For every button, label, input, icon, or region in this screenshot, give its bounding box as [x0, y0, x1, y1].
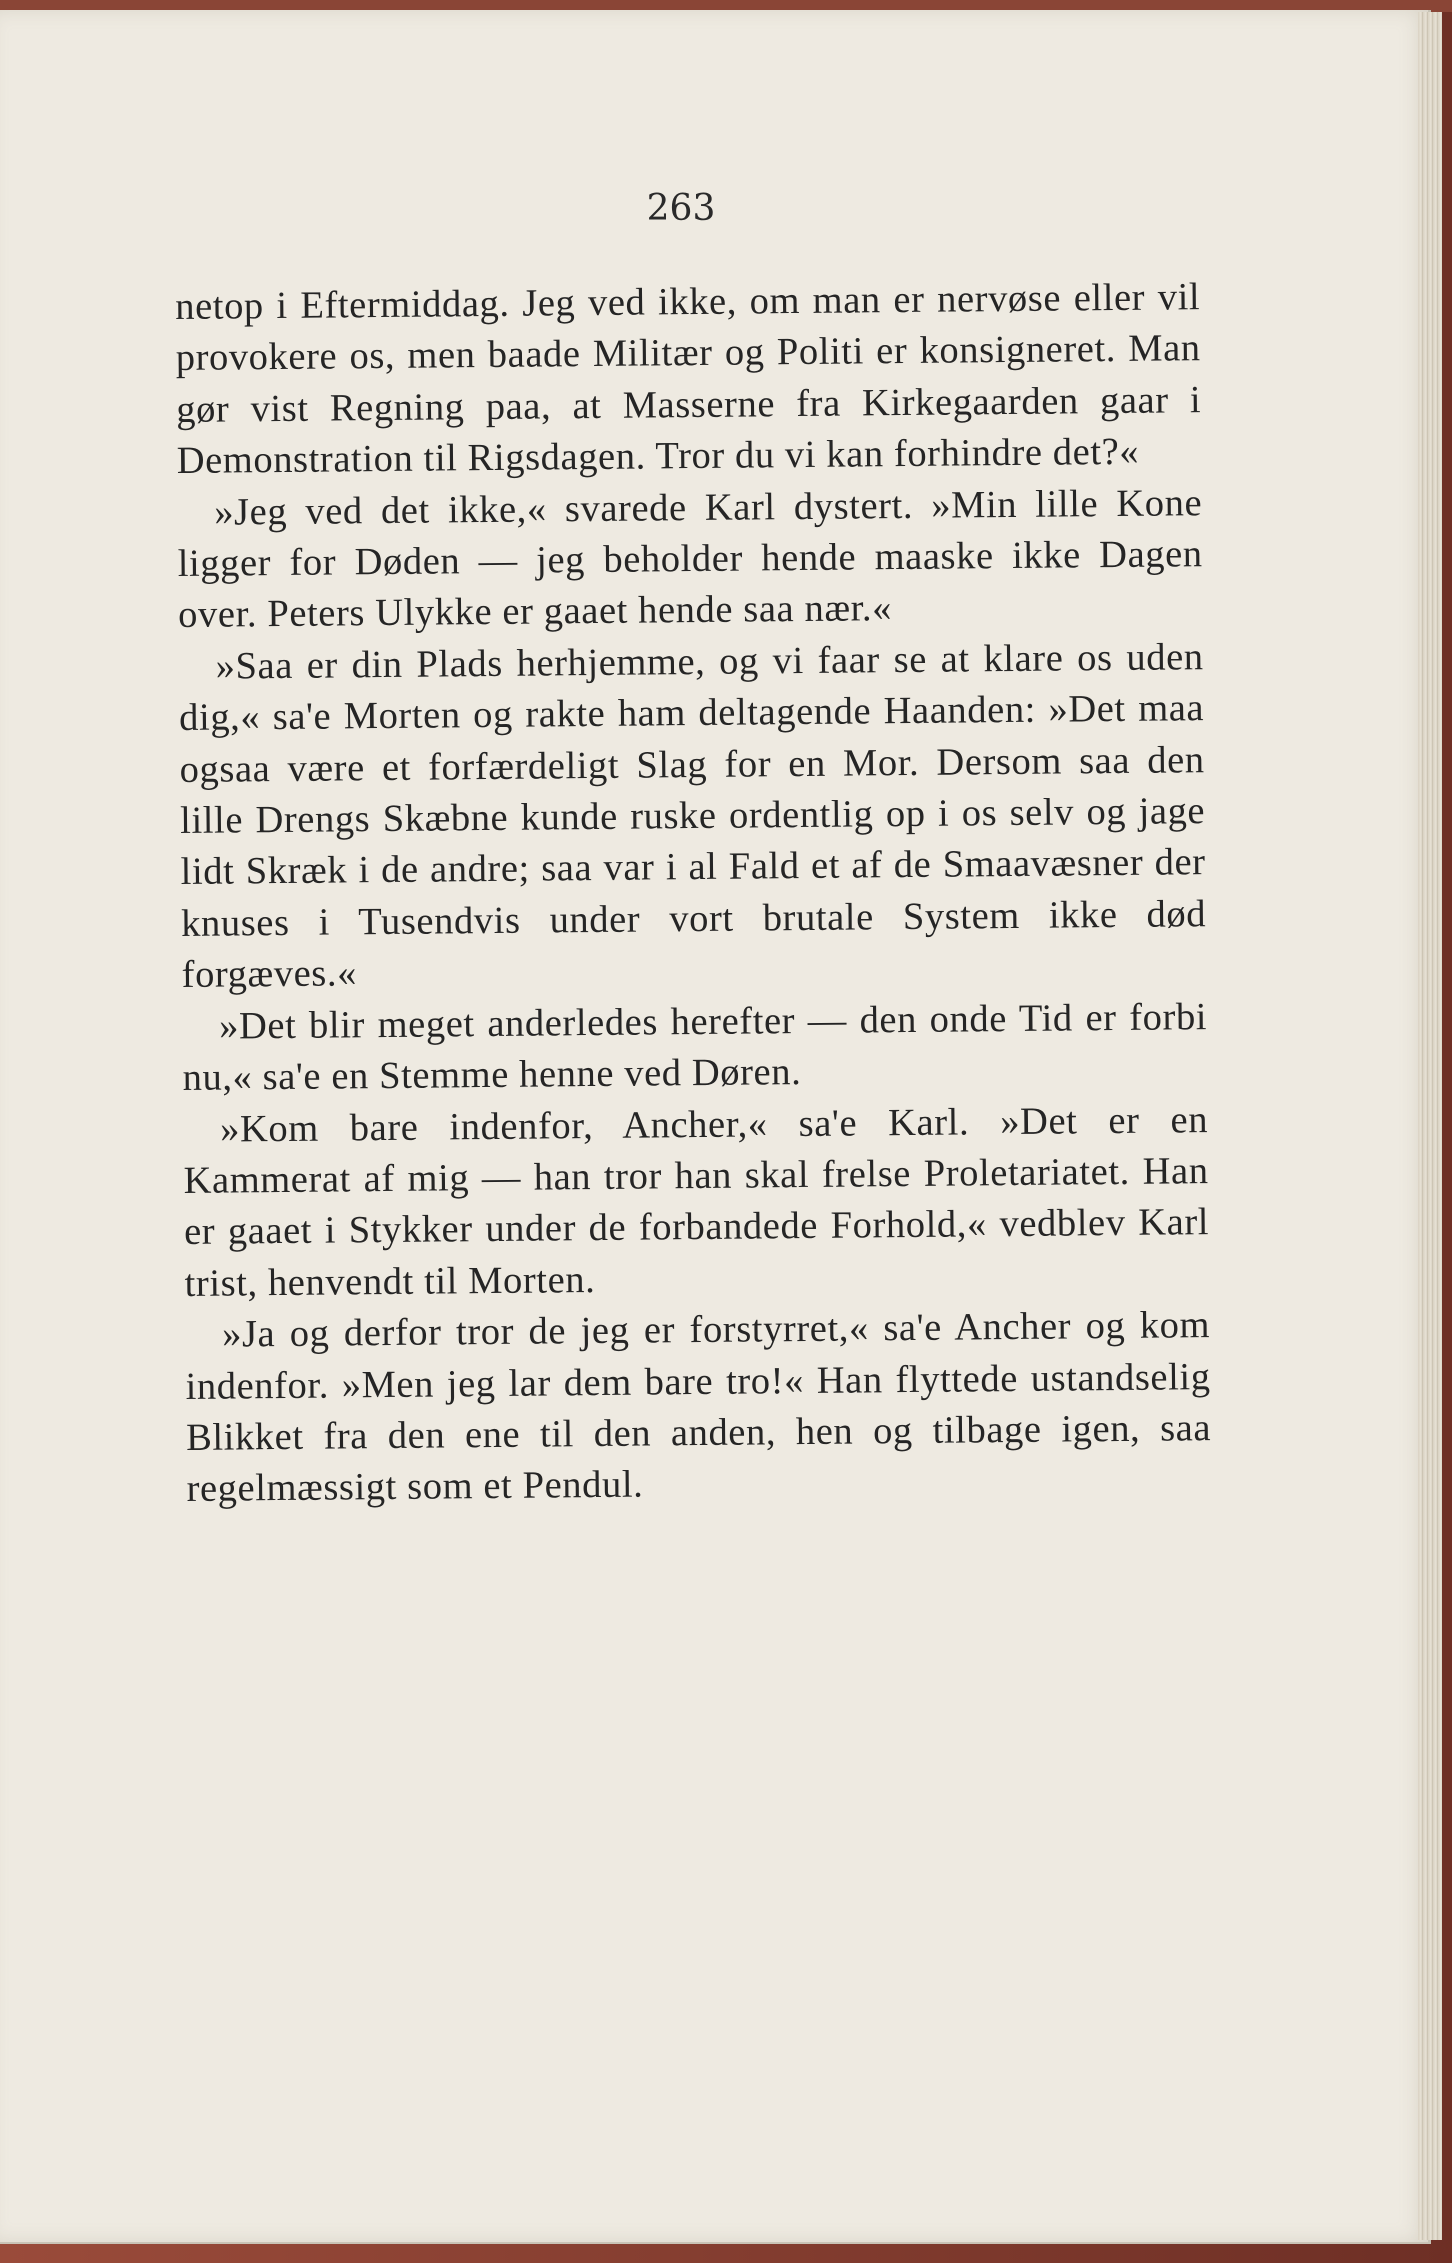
page-stack-edge: [1418, 12, 1442, 2240]
paragraph-4: »Det blir meget anderledes herefter — den onde Tid er forbi nu,« sa'e en Stemme henne ved Døren.: [182, 995, 1208, 1100]
paragraph-1: netop i Eftermiddag. Jeg ved ikke, om man er nervøse eller vil provokere os, men baade Militær og Politi er konsigneret. Man gør vist Regning paa, at Masserne fra Kirkegaarden gaar i Demonstration til Rigsdagen. Tror du vi kan forhindre det?«: [175, 276, 1202, 483]
paragraph-5: »Kom bare indenfor, Ancher,« sa'e Karl. »Det er en Kammerat af mig — han tror han skal frelse Proletariatet. Han er gaaet i Stykker under de forbandede Forhold,« vedblev Karl trist, henvendt til Morten.: [183, 1098, 1210, 1305]
book-page: [0, 10, 1431, 2244]
page-number: 263: [646, 188, 716, 229]
page-text: [175, 272, 1212, 1516]
paragraph-2: »Jeg ved det ikke,« svarede Karl dystert. »Min lille Kone ligger for Døden — jeg beholder hende maaske ikke Dagen over. Peters Ulykke er gaaet hende saa nær.«: [177, 481, 1203, 637]
paragraph-3: »Saa er din Plads herhjemme, og vi faar se at klare os uden dig,« sa'e Morten og rakte ham deltagende Haanden: »Det maa ogsaa være et forfærdeligt Slag for en Mor. Dersom saa den lille Drengs Skæbne kunde ruske ordentlig op i os selv og jage lidt Skræk i de andre; saa var i al Fald et af de Smaavæsner der knuses i Tusendvis under vort brutale System ikke død forgæves.«: [178, 635, 1207, 997]
paragraph-6: »Ja og derfor tror de jeg er forstyrret,« sa'e Ancher og kom indenfor. »Men jeg lar dem bare tro!« Han flyttede ustandselig Blikket fra den ene til den anden, hen og tilbage igen, saa regelmæssigt som et Pendul.: [185, 1304, 1212, 1511]
